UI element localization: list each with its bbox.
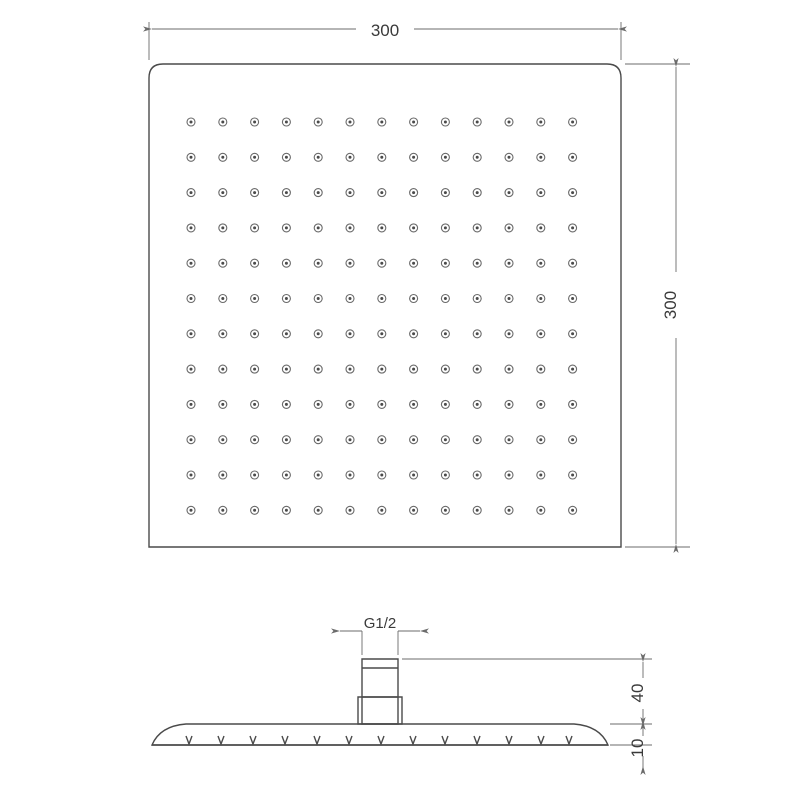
nozzle-center-dot — [444, 121, 447, 124]
nozzle-center-dot — [221, 297, 224, 300]
nozzle-center-dot — [571, 403, 574, 406]
nozzle-center-dot — [508, 368, 511, 371]
nozzle-center-dot — [349, 121, 352, 124]
nozzle-center-dot — [190, 403, 193, 406]
inlet-height-dimension — [402, 659, 652, 724]
nozzle-center-dot — [444, 226, 447, 229]
inlet-connector — [362, 659, 398, 724]
nozzle-center-dot — [253, 368, 256, 371]
nozzle-center-dot — [317, 121, 320, 124]
nozzle-center-dot — [444, 403, 447, 406]
nozzle-center-dot — [476, 121, 479, 124]
nozzle-center-dot — [349, 156, 352, 159]
nozzle-center-dot — [412, 403, 415, 406]
nozzle-center-dot — [190, 368, 193, 371]
nozzle-center-dot — [317, 191, 320, 194]
nozzle-center-dot — [444, 368, 447, 371]
nozzle-center-dot — [285, 226, 288, 229]
nozzle-center-dot — [380, 297, 383, 300]
nozzle-center-dot — [253, 121, 256, 124]
nozzle-center-dot — [539, 474, 542, 477]
nozzle-center-dot — [508, 403, 511, 406]
nozzle-center-dot — [508, 509, 511, 512]
nozzle-center-dot — [285, 509, 288, 512]
nozzle-center-dot — [190, 509, 193, 512]
nozzle-center-dot — [285, 191, 288, 194]
nozzle-center-dot — [539, 403, 542, 406]
nozzle-center-dot — [349, 368, 352, 371]
thread-dimension — [340, 631, 420, 655]
nozzle-center-dot — [476, 156, 479, 159]
shower-face-outline — [149, 64, 621, 547]
nozzle-center-dot — [412, 262, 415, 265]
nozzle-center-dot — [571, 297, 574, 300]
nozzle-center-dot — [253, 156, 256, 159]
nozzle-center-dot — [285, 474, 288, 477]
nozzle-center-dot — [253, 438, 256, 441]
nozzle-center-dot — [539, 297, 542, 300]
nozzle-center-dot — [317, 226, 320, 229]
nozzle-center-dot — [508, 438, 511, 441]
nozzle-center-dot — [444, 156, 447, 159]
nozzle-center-dot — [476, 403, 479, 406]
nozzle-center-dot — [412, 474, 415, 477]
nozzle-center-dot — [349, 438, 352, 441]
dimension-label-inlet-height: 40 — [628, 683, 647, 703]
nozzle-center-dot — [412, 121, 415, 124]
nozzle-center-dot — [349, 297, 352, 300]
nozzle-center-dot — [317, 438, 320, 441]
nozzle-center-dot — [253, 509, 256, 512]
nozzle-center-dot — [221, 438, 224, 441]
nozzle-center-dot — [285, 403, 288, 406]
nozzle-center-dot — [539, 332, 542, 335]
nozzle-center-dot — [221, 226, 224, 229]
nozzle-center-dot — [571, 262, 574, 265]
nozzle-center-dot — [253, 297, 256, 300]
nozzle-center-dot — [380, 191, 383, 194]
nozzle-center-dot — [444, 332, 447, 335]
nozzle-center-dot — [571, 332, 574, 335]
nozzle-center-dot — [380, 226, 383, 229]
nozzle-center-dot — [412, 332, 415, 335]
nozzle-center-dot — [190, 262, 193, 265]
nozzle-center-dot — [221, 368, 224, 371]
nozzle-center-dot — [571, 474, 574, 477]
nozzle-center-dot — [190, 332, 193, 335]
nozzle-center-dot — [317, 474, 320, 477]
nozzle-center-dot — [221, 121, 224, 124]
nozzle-center-dot — [221, 156, 224, 159]
nozzle-center-dot — [380, 509, 383, 512]
nozzle-center-dot — [349, 191, 352, 194]
nozzle-center-dot — [190, 191, 193, 194]
nozzle-center-dot — [412, 156, 415, 159]
nozzle-center-dot — [221, 509, 224, 512]
nozzle-grid — [187, 118, 577, 514]
nozzle-center-dot — [190, 297, 193, 300]
nozzle-center-dot — [380, 438, 383, 441]
nozzle-center-dot — [349, 226, 352, 229]
nozzle-center-dot — [539, 121, 542, 124]
nozzle-center-dot — [571, 509, 574, 512]
side-view-group — [152, 659, 608, 745]
nozzle-center-dot — [380, 368, 383, 371]
height-dimension — [625, 64, 690, 547]
nozzle-center-dot — [476, 262, 479, 265]
nozzle-center-dot — [317, 368, 320, 371]
nozzle-center-dot — [190, 156, 193, 159]
nozzle-center-dot — [571, 191, 574, 194]
nozzle-center-dot — [380, 156, 383, 159]
nozzle-center-dot — [444, 262, 447, 265]
nozzle-center-dot — [444, 509, 447, 512]
nozzle-center-dot — [412, 226, 415, 229]
nozzle-center-dot — [285, 297, 288, 300]
nozzle-center-dot — [476, 191, 479, 194]
nozzle-center-dot — [349, 509, 352, 512]
nozzle-center-dot — [317, 332, 320, 335]
nozzle-center-dot — [476, 297, 479, 300]
nozzle-center-dot — [190, 474, 193, 477]
nozzle-center-dot — [285, 121, 288, 124]
nozzle-center-dot — [190, 121, 193, 124]
dimension-label-height: 300 — [661, 290, 680, 320]
nozzle-center-dot — [253, 474, 256, 477]
nozzle-center-dot — [221, 403, 224, 406]
nozzle-center-dot — [571, 226, 574, 229]
top-view-group — [149, 64, 621, 547]
nozzle-center-dot — [444, 438, 447, 441]
nozzle-center-dot — [508, 156, 511, 159]
nozzle-center-dot — [190, 438, 193, 441]
nozzle-center-dot — [221, 332, 224, 335]
nozzle-center-dot — [476, 332, 479, 335]
nozzle-ticks — [186, 736, 572, 744]
nozzle-center-dot — [253, 262, 256, 265]
nozzle-center-dot — [508, 297, 511, 300]
nozzle-center-dot — [349, 474, 352, 477]
nozzle-center-dot — [253, 191, 256, 194]
nozzle-center-dot — [349, 332, 352, 335]
nozzle-center-dot — [285, 368, 288, 371]
dimension-label-thread: G1/2 — [363, 615, 397, 632]
nozzle-center-dot — [412, 438, 415, 441]
inlet-collar — [358, 697, 402, 724]
nozzle-center-dot — [285, 438, 288, 441]
nozzle-center-dot — [571, 438, 574, 441]
nozzle-center-dot — [380, 121, 383, 124]
nozzle-center-dot — [221, 191, 224, 194]
nozzle-center-dot — [539, 368, 542, 371]
nozzle-center-dot — [317, 297, 320, 300]
nozzle-center-dot — [508, 332, 511, 335]
nozzle-center-dot — [285, 156, 288, 159]
nozzle-center-dot — [190, 226, 193, 229]
nozzle-center-dot — [253, 226, 256, 229]
nozzle-center-dot — [253, 332, 256, 335]
nozzle-center-dot — [317, 509, 320, 512]
nozzle-center-dot — [444, 191, 447, 194]
nozzle-center-dot — [508, 474, 511, 477]
nozzle-center-dot — [380, 262, 383, 265]
nozzle-center-dot — [539, 509, 542, 512]
nozzle-center-dot — [444, 297, 447, 300]
nozzle-center-dot — [476, 474, 479, 477]
nozzle-center-dot — [412, 368, 415, 371]
nozzle-center-dot — [539, 438, 542, 441]
nozzle-center-dot — [412, 297, 415, 300]
dimension-label-width: 300 — [370, 21, 400, 40]
nozzle-center-dot — [476, 509, 479, 512]
nozzle-center-dot — [317, 403, 320, 406]
nozzle-center-dot — [285, 262, 288, 265]
nozzle-center-dot — [349, 403, 352, 406]
nozzle-center-dot — [539, 191, 542, 194]
nozzle-center-dot — [539, 262, 542, 265]
nozzle-center-dot — [571, 156, 574, 159]
nozzle-center-dot — [349, 262, 352, 265]
nozzle-center-dot — [317, 156, 320, 159]
nozzle-center-dot — [380, 474, 383, 477]
nozzle-center-dot — [508, 226, 511, 229]
nozzle-center-dot — [508, 121, 511, 124]
nozzle-center-dot — [380, 332, 383, 335]
nozzle-center-dot — [444, 474, 447, 477]
nozzle-center-dot — [412, 191, 415, 194]
nozzle-center-dot — [221, 262, 224, 265]
nozzle-center-dot — [539, 226, 542, 229]
nozzle-center-dot — [221, 474, 224, 477]
nozzle-center-dot — [253, 403, 256, 406]
nozzle-center-dot — [285, 332, 288, 335]
nozzle-center-dot — [476, 226, 479, 229]
dimension-label-plate-thickness: 10 — [628, 738, 647, 758]
nozzle-center-dot — [380, 403, 383, 406]
nozzle-center-dot — [412, 509, 415, 512]
nozzle-center-dot — [317, 262, 320, 265]
nozzle-center-dot — [508, 191, 511, 194]
nozzle-center-dot — [539, 156, 542, 159]
nozzle-center-dot — [571, 121, 574, 124]
nozzle-center-dot — [571, 368, 574, 371]
nozzle-center-dot — [476, 368, 479, 371]
nozzle-center-dot — [508, 262, 511, 265]
nozzle-center-dot — [476, 438, 479, 441]
